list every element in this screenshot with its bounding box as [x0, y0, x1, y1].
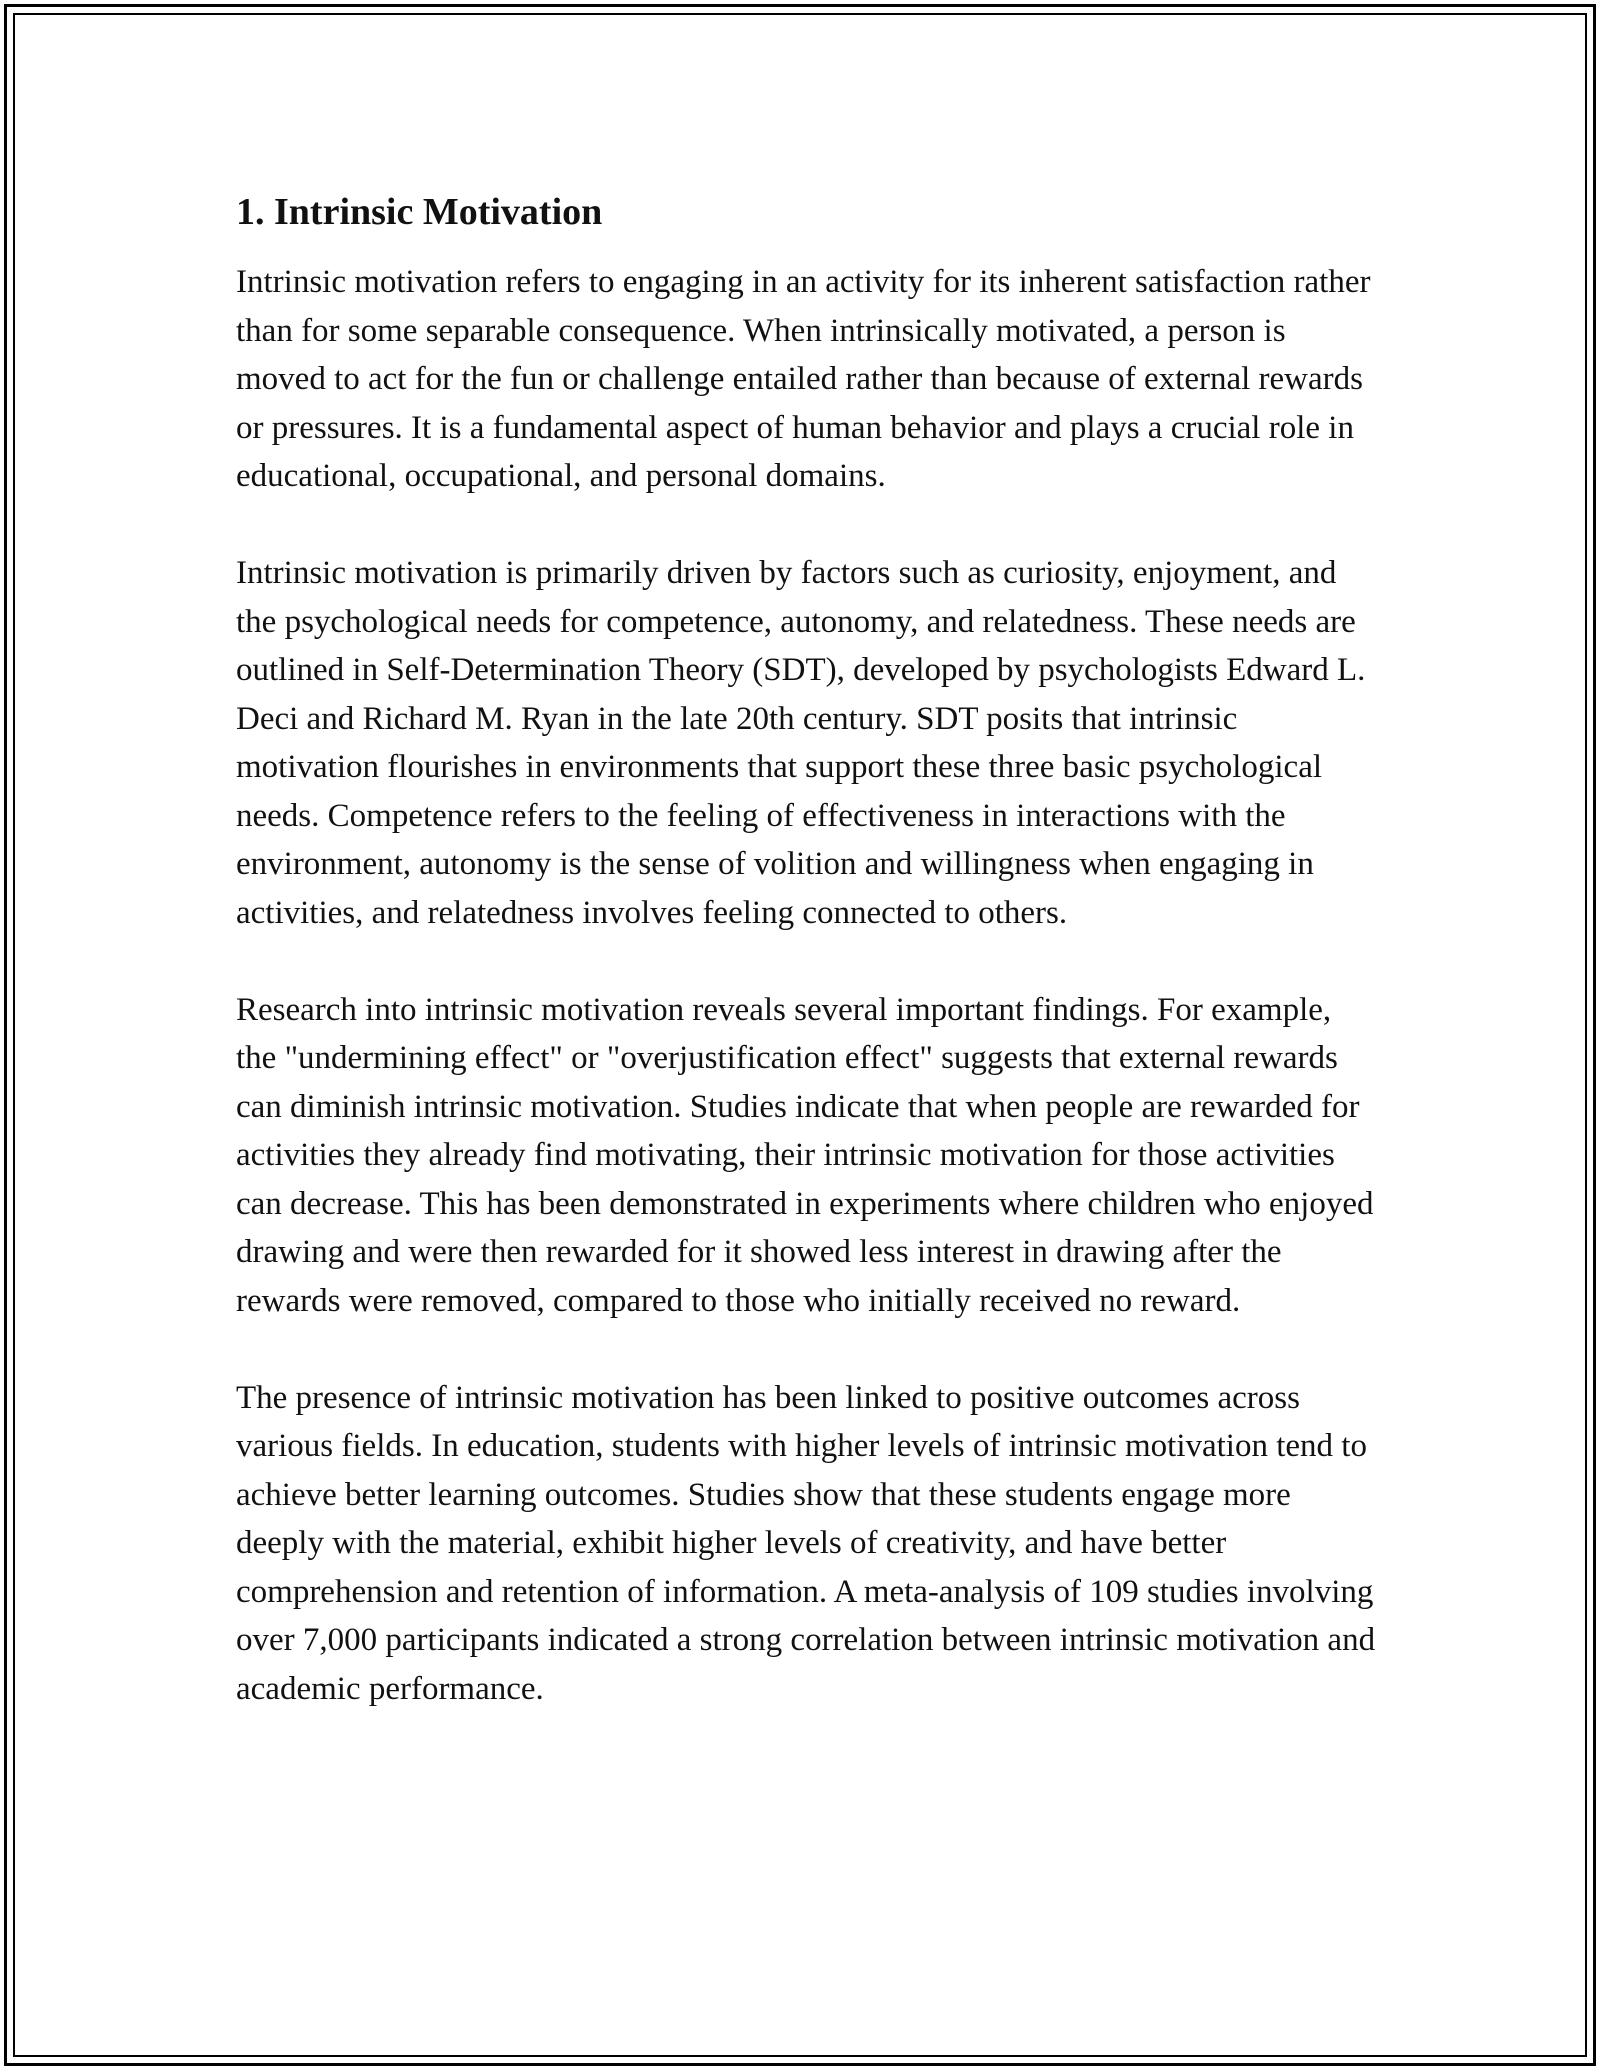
paragraph-research-findings: Research into intrinsic motivation reveals several important findings. For example, the "undermining effect" or "overjustification effect" suggests that external rewards can diminish intrinsic motivation. Studies indicate that when people are rewarded for activities they already find motivating, their intrinsic motivation for those activities can decrease. This has been demonstrated in experiments where children who enjoyed drawing and were then rewarded for it showed less interest in drawing after the rewards were removed, compared to those who initially received no reward.: [236, 991, 1374, 1319]
paragraph-definition: Intrinsic motivation refers to engaging in an activity for its inherent satisfaction rather than for some separable consequence. When intrinsically motivated, a person is moved to act for the fun or challenge entailed rather than because of external rewards or pressures. It is a fundamental aspect of human behavior and plays a crucial role in educational, occupational, and personal domains.: [236, 264, 1371, 494]
paragraph-drivers-sdt: Intrinsic motivation is primarily driven by factors such as curiosity, enjoyment, and the psychological needs for competence, autonomy, and relatedness. These needs are outlined in Self-Determination Theory (SDT), developed by psychologists Edward L. Deci and Richard M. Ryan in the late 20th century. SDT posits that intrinsic motivation flourishes in environments that support these three basic psychological needs. Competence refers to the feeling of effectiveness in interactions with the environment, autonomy is the sense of volition and willingness when engaging in activities, and relatedness involves feeling connected to others.: [236, 555, 1366, 931]
document-body: [236, 186, 1376, 1713]
paragraph-outcomes: The presence of intrinsic motivation has been linked to positive outcomes across various fields. In education, students with higher levels of intrinsic motivation tend to achieve better learning outcomes. Studies show that these students engage more deeply with the material, exhibit higher levels of creativity, and have better comprehension and retention of information. A meta-analysis of 109 studies involving over 7,000 participants indicated a strong correlation between intrinsic motivation and academic performance.: [236, 1379, 1376, 1707]
section-heading: 1. Intrinsic Motivation: [236, 191, 603, 233]
